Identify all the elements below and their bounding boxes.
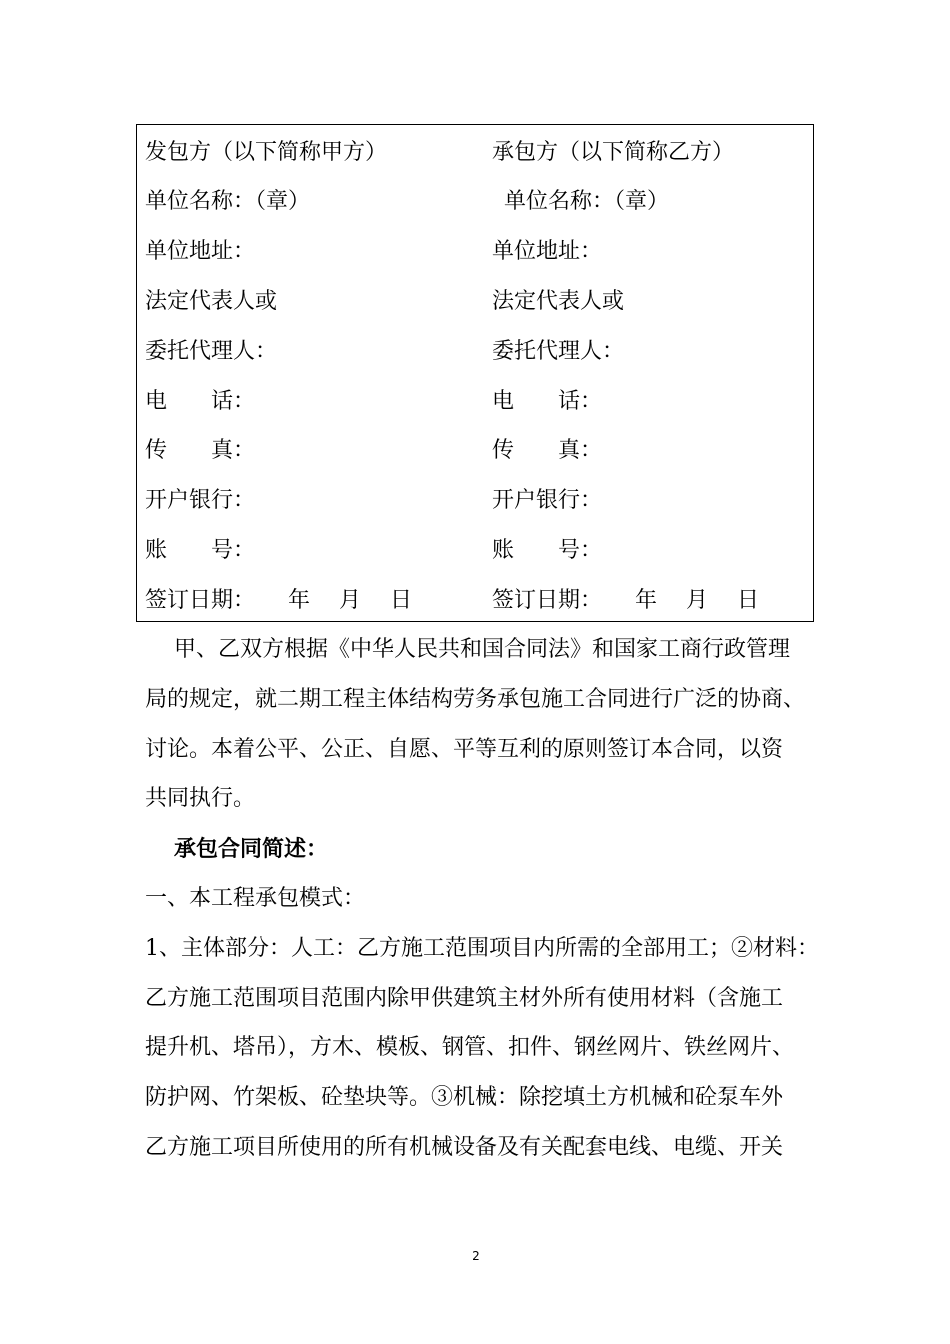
contractor-company: 单位名称：（章） xyxy=(504,189,670,214)
intro-paragraph-line: 局的规定，就二期工程主体结构劳务承包施工合同进行广泛的协商、 xyxy=(145,687,806,712)
contractor-bank: 开户银行： xyxy=(492,488,603,513)
contractor-heading: 承包方（以下简称乙方） xyxy=(492,140,735,165)
employer-legal-rep: 法定代表人或 xyxy=(145,289,278,314)
employer-fax: 传 真： xyxy=(145,438,256,463)
employer-account: 账 号： xyxy=(145,538,256,563)
contractor-account: 账 号： xyxy=(492,538,603,563)
party-info-table xyxy=(136,124,814,622)
employer-column xyxy=(145,125,485,621)
page-number: 2 xyxy=(472,1249,480,1263)
intro-paragraph-line: 共同执行。 xyxy=(145,786,256,811)
contractor-agent: 委托代理人： xyxy=(492,339,625,364)
subsection-title: 一、本工程承包模式： xyxy=(145,886,366,911)
employer-bank: 开户银行： xyxy=(145,488,256,513)
clause-line: 1、主体部分：人工：乙方施工范围项目内所需的全部用工；②材料： xyxy=(145,936,819,961)
clause-line: 乙方施工项目所使用的所有机械设备及有关配套电线、电缆、开关 xyxy=(145,1135,784,1160)
clause-line: 防护网、竹架板、砼垫块等。③机械：除挖填土方机械和砼泵车外 xyxy=(145,1085,784,1110)
contractor-phone: 电 话： xyxy=(492,389,603,414)
contractor-sign-date: 签订日期： 年 月 日 xyxy=(492,588,759,613)
section-title: 承包合同简述： xyxy=(174,836,329,862)
contractor-column xyxy=(492,125,832,621)
employer-phone: 电 话： xyxy=(145,389,256,414)
intro-paragraph-line: 讨论。本着公平、公正、自愿、平等互利的原则签订本合同，以资 xyxy=(145,737,784,762)
contractor-address: 单位地址： xyxy=(492,239,603,264)
contractor-fax: 传 真： xyxy=(492,438,603,463)
clause-line: 提升机、塔吊），方木、模板、钢管、扣件、钢丝网片、铁丝网片、 xyxy=(145,1035,795,1060)
employer-heading: 发包方（以下简称甲方） xyxy=(145,140,388,165)
employer-agent: 委托代理人： xyxy=(145,339,278,364)
clause-line: 乙方施工范围项目范围内除甲供建筑主材外所有使用材料（含施工 xyxy=(145,986,784,1011)
employer-address: 单位地址： xyxy=(145,239,256,264)
employer-company: 单位名称：（章） xyxy=(145,189,311,214)
employer-sign-date: 签订日期： 年 月 日 xyxy=(145,588,412,613)
intro-paragraph-line: 甲、乙双方根据《中华人民共和国合同法》和国家工商行政管理 xyxy=(174,637,791,662)
contractor-legal-rep: 法定代表人或 xyxy=(492,289,625,314)
